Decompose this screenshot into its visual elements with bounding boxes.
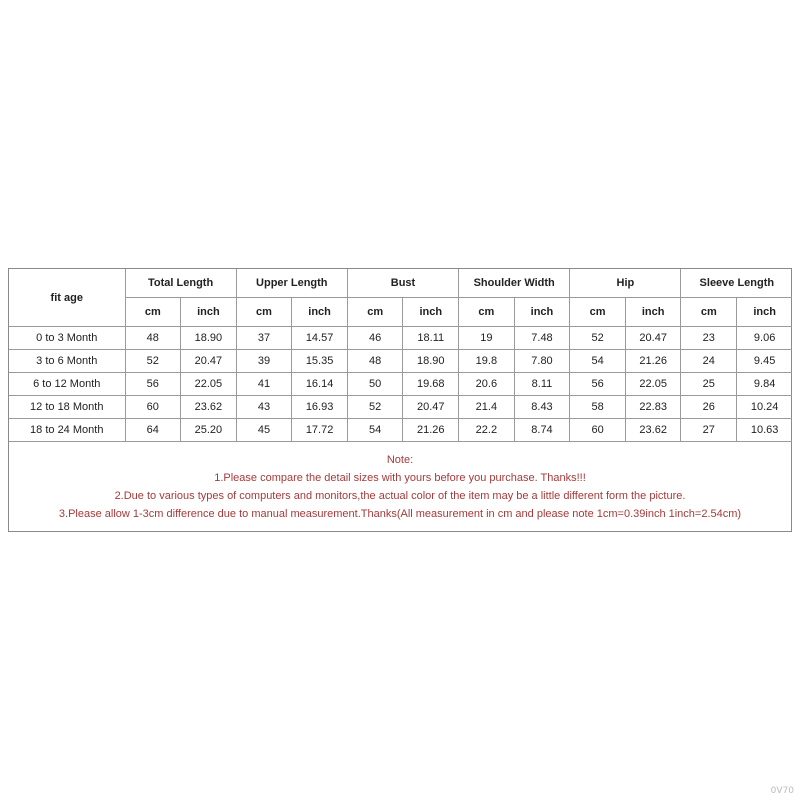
table-cell: 22.2 [459,419,515,442]
table-cell: 10.63 [737,419,793,442]
table-cell: 19.8 [459,350,515,373]
size-chart [8,268,792,532]
notes-title: Note: [386,454,414,466]
unit-header: cm [570,298,626,327]
notes-section [9,451,791,523]
age-cell: 6 to 12 Month [9,373,125,396]
table-cell: 60 [570,419,626,442]
fit-age-header: fit age [9,269,125,327]
unit-header: inch [625,298,681,327]
table-cell: 7.80 [514,350,570,373]
table-cell: 20.47 [181,350,237,373]
table-row [9,327,792,350]
table-cell: 18.90 [403,350,459,373]
age-cell: 3 to 6 Month [9,350,125,373]
watermark: 0V70 [770,786,794,796]
table-cell: 9.06 [737,327,793,350]
table-cell: 7.48 [514,327,570,350]
table-cell: 60 [125,396,181,419]
table-cell: 14.57 [292,327,348,350]
unit-header: inch [737,298,793,327]
table-cell: 50 [347,373,403,396]
table-cell: 21.26 [403,419,459,442]
table-cell: 56 [125,373,181,396]
table-cell: 27 [681,419,737,442]
size-table [9,269,792,442]
table-cell: 23.62 [181,396,237,419]
group-header-total-length: Total Length [125,269,236,298]
table-cell: 25 [681,373,737,396]
table-cell: 43 [236,396,292,419]
table-cell: 52 [125,350,181,373]
table-cell: 45 [236,419,292,442]
table-cell: 22.83 [625,396,681,419]
age-cell: 0 to 3 Month [9,327,125,350]
unit-header-row [9,298,792,327]
note-line-3: 3.Please allow 1-3cm difference due to manual measurement.Thanks(All measurement in cm and please note 1cm=0.39inch 1inch=2.54cm) [58,508,742,520]
table-cell: 9.45 [737,350,793,373]
age-cell: 12 to 18 Month [9,396,125,419]
group-header-bust: Bust [347,269,458,298]
table-row [9,373,792,396]
unit-header: inch [292,298,348,327]
table-cell: 8.74 [514,419,570,442]
table-cell: 8.11 [514,373,570,396]
group-header-shoulder-width: Shoulder Width [459,269,570,298]
table-cell: 16.93 [292,396,348,419]
table-cell: 54 [570,350,626,373]
table-cell: 56 [570,373,626,396]
table-cell: 39 [236,350,292,373]
note-line-1: 1.Please compare the detail sizes with yours before you purchase. Thanks!!! [214,472,586,484]
table-cell: 16.14 [292,373,348,396]
group-header-row [9,269,792,298]
age-cell: 18 to 24 Month [9,419,125,442]
table-cell: 17.72 [292,419,348,442]
table-row [9,350,792,373]
table-cell: 21.4 [459,396,515,419]
unit-header: cm [347,298,403,327]
table-cell: 52 [570,327,626,350]
unit-header: cm [681,298,737,327]
table-cell: 48 [347,350,403,373]
table-row [9,419,792,442]
table-cell: 8.43 [514,396,570,419]
table-cell: 23.62 [625,419,681,442]
table-cell: 10.24 [737,396,793,419]
unit-header: cm [125,298,181,327]
table-row [9,396,792,419]
table-cell: 18.11 [403,327,459,350]
table-cell: 26 [681,396,737,419]
group-header-upper-length: Upper Length [236,269,347,298]
table-cell: 41 [236,373,292,396]
unit-header: cm [236,298,292,327]
table-cell: 25.20 [181,419,237,442]
table-cell: 22.05 [181,373,237,396]
table-cell: 9.84 [737,373,793,396]
table-cell: 21.26 [625,350,681,373]
table-cell: 54 [347,419,403,442]
unit-header: inch [181,298,237,327]
unit-header: cm [459,298,515,327]
table-cell: 15.35 [292,350,348,373]
group-header-hip: Hip [570,269,681,298]
table-cell: 22.05 [625,373,681,396]
table-cell: 58 [570,396,626,419]
table-cell: 37 [236,327,292,350]
table-cell: 18.90 [181,327,237,350]
table-cell: 19.68 [403,373,459,396]
table-cell: 23 [681,327,737,350]
table-cell: 20.47 [625,327,681,350]
table-cell: 46 [347,327,403,350]
group-header-sleeve-length: Sleeve Length [681,269,792,298]
table-cell: 24 [681,350,737,373]
table-cell: 20.47 [403,396,459,419]
table-cell: 64 [125,419,181,442]
table-cell: 48 [125,327,181,350]
table-cell: 20.6 [459,373,515,396]
note-line-2: 2.Due to various types of computers and monitors,the actual color of the item may be a little different form the picture. [114,490,686,502]
table-cell: 19 [459,327,515,350]
table-cell: 52 [347,396,403,419]
unit-header: inch [403,298,459,327]
unit-header: inch [514,298,570,327]
